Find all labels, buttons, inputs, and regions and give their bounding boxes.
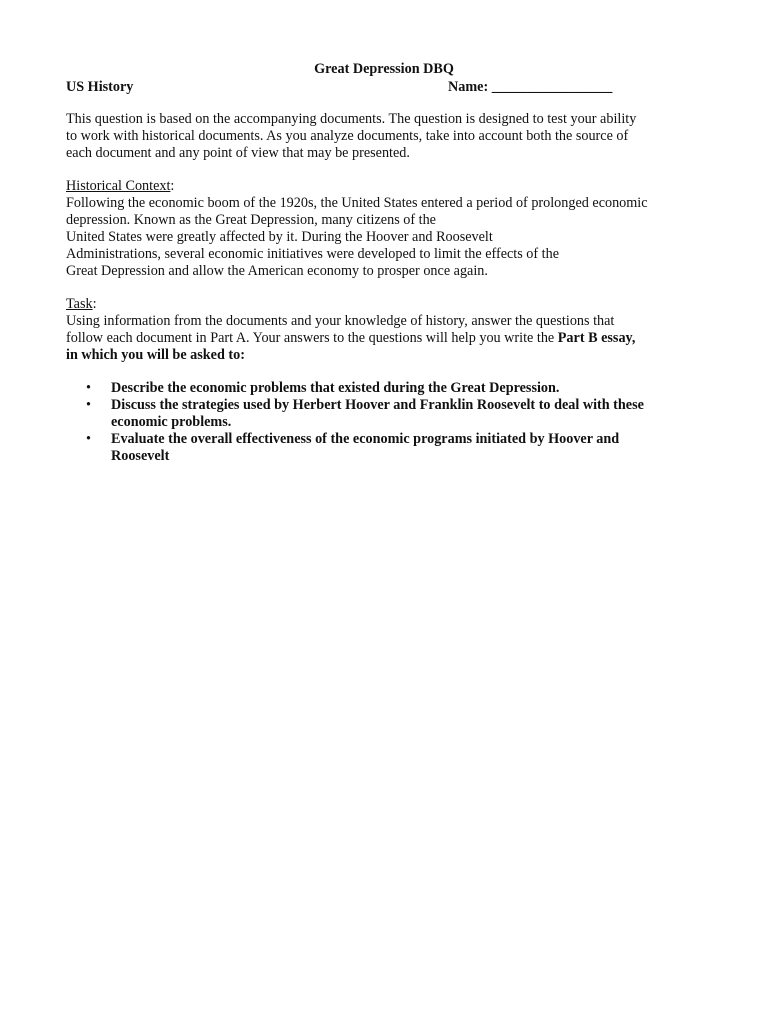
context-line: Following the economic boom of the 1920s, the United States entered a period of prolonged economic	[66, 195, 648, 211]
task-line	[66, 330, 716, 347]
list-item-text: Discuss the strategies used by Herbert Hoover and Franklin Roosevelt to deal with these	[111, 397, 644, 413]
list-item-text: Roosevelt	[111, 448, 170, 464]
task-heading	[66, 296, 716, 313]
task-line-bold: in which you will be asked to:	[66, 347, 245, 363]
intro-line: This question is based on the accompanying documents. The question is designed to test your ability	[66, 111, 637, 127]
list-item-text: economic problems.	[111, 414, 232, 430]
task-line: Using information from the documents and your knowledge of history, answer the questions that	[66, 313, 615, 329]
part-b-essay-emphasis: Part B essay,	[557, 330, 636, 346]
essay-prompts-list	[66, 380, 706, 465]
bullet-marker: •	[86, 397, 91, 413]
context-line: Great Depression and allow the American economy to prosper once again.	[66, 263, 488, 279]
historical-context-heading-text: Historical Context	[66, 178, 171, 194]
task-colon: :	[92, 296, 97, 312]
historical-context-paragraph	[66, 195, 716, 280]
list-item-text: Evaluate the overall effectiveness of the economic programs initiated by Hoover and	[111, 431, 620, 447]
task-paragraph	[66, 313, 716, 364]
bullet-marker: •	[86, 380, 91, 396]
context-line: Administrations, several economic initiatives were developed to limit the effects of the	[66, 246, 560, 262]
task-heading-text: Task	[66, 296, 93, 312]
list-item	[66, 397, 706, 431]
historical-context-heading	[66, 178, 716, 195]
list-item	[66, 380, 706, 397]
historical-context-colon: :	[170, 178, 175, 194]
name-field-label: Name: _________________	[448, 79, 613, 95]
context-line: United States were greatly affected by it. During the Hoover and Roosevelt	[66, 229, 493, 245]
list-item-text: Describe the economic problems that existed during the Great Depression.	[111, 380, 560, 396]
course-label: US History	[66, 79, 134, 95]
intro-line: each document and any point of view that may be presented.	[66, 145, 410, 161]
context-line: depression. Known as the Great Depression, many citizens of the	[66, 212, 436, 228]
intro-paragraph	[66, 111, 716, 162]
intro-line: to work with historical documents. As you analyze documents, take into account both the source of	[66, 128, 629, 144]
document-title: Great Depression DBQ	[314, 61, 454, 77]
list-item	[66, 431, 706, 465]
task-line-text: follow each document in Part A. Your answers to the questions will help you write the	[66, 330, 558, 346]
bullet-marker: •	[86, 431, 91, 447]
